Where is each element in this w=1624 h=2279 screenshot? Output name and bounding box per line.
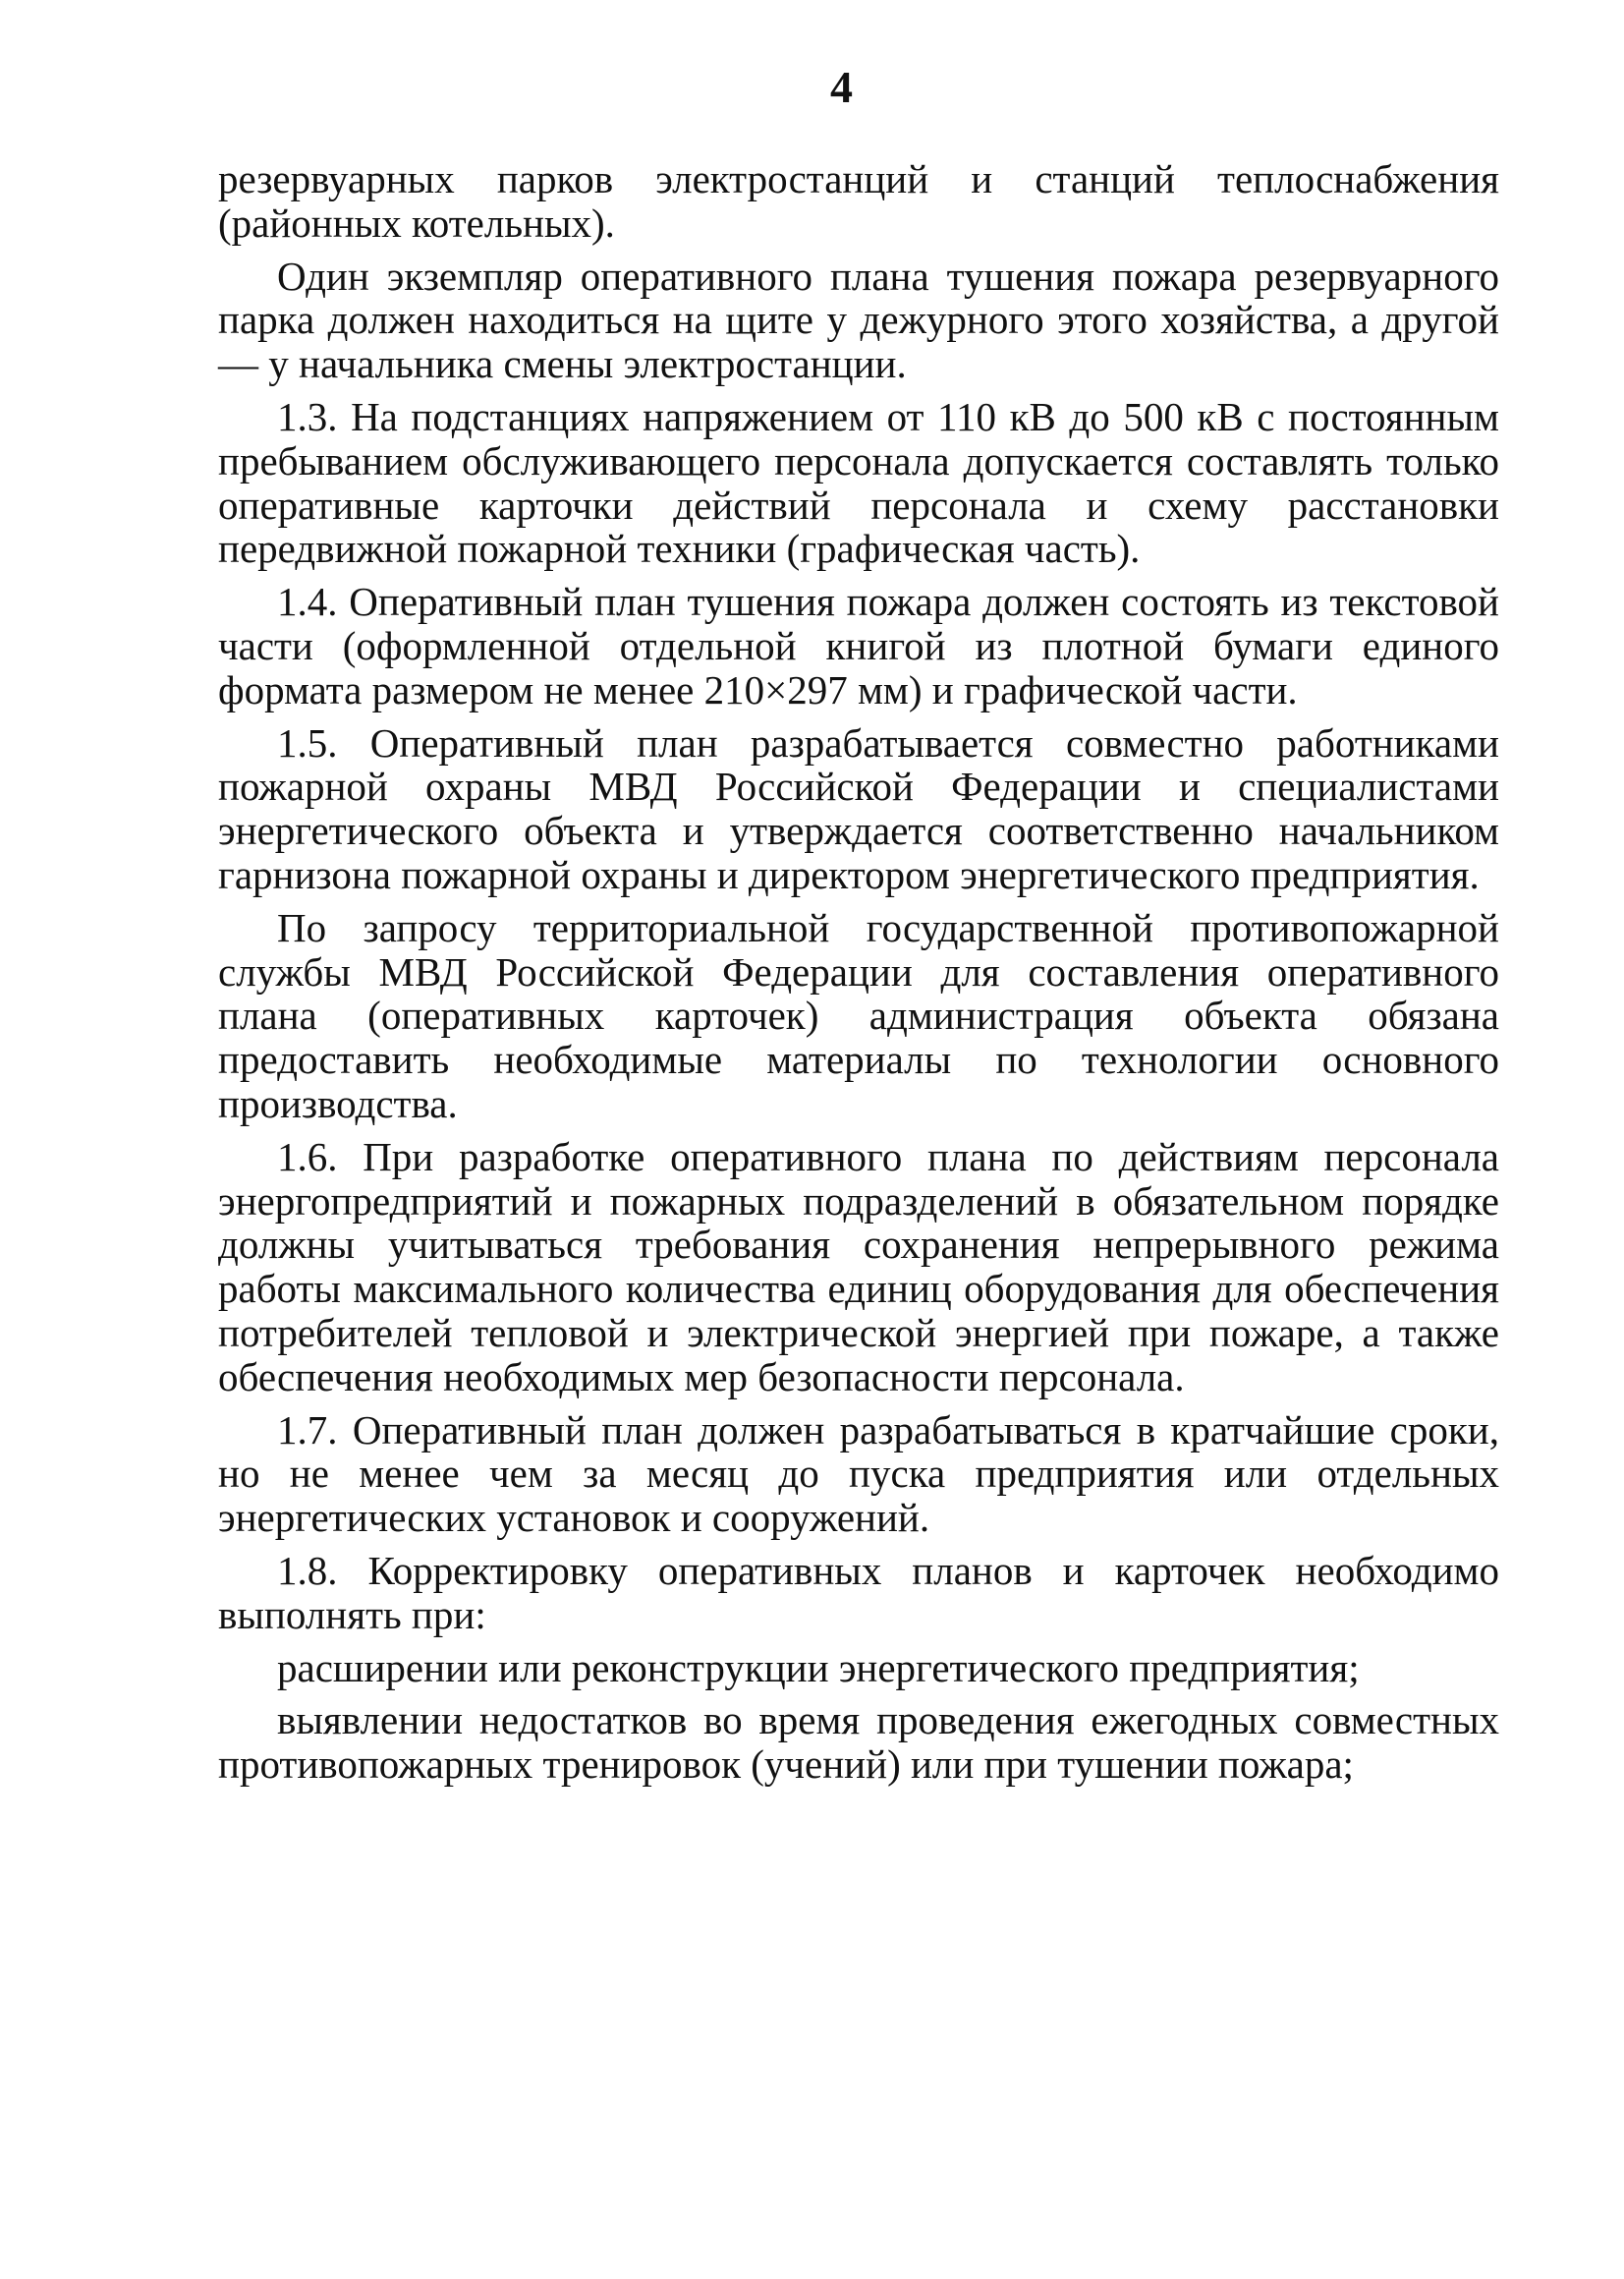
page-number: 4 (830, 62, 853, 112)
paragraph-1-7: 1.7. Оперативный план должен разрабатываться в кратчайшие сроки, но не менее чем за месяц до пуска предприятия или отдельных энергетических установок и сооружений. (218, 1406, 1499, 1541)
paragraph-1-8: 1.8. Корректировку оперативных планов и карточек необходимо выполнять при: (218, 1547, 1499, 1637)
page-body (218, 157, 1499, 1795)
paragraph-request: По запросу территориальной государственной противопожарной службы МВД Российской Федерации для составления оперативного плана (оперативных карточек) администрация объекта обязана предоставить необходимые материалы по технологии основного производства. (218, 904, 1499, 1126)
paragraph-reservoir-parks: резервуарных парков электростанций и станций теплоснабжения (районных котельных). (218, 156, 1499, 246)
list-item-deficiencies: выявлении недостатков во время проведения ежегодных совместных противопожарных тренировок (учений) или при тушении пожара; (218, 1697, 1499, 1788)
paragraph-1-3: 1.3. На подстанциях напряжением от 110 кВ до 500 кВ с постоянным пребыванием обслуживающего персонала допускается составлять только оперативные карточки действий персонала и схему расстановки передвижной пожарной техники (графическая часть). (218, 393, 1499, 572)
paragraph-1-4: 1.4. Оперативный план тушения пожара должен состоять из текстовой части (оформленной отдельной книгой из плотной бумаги единого формата размером не менее 210×297 мм) и графической части. (218, 579, 1499, 712)
list-item-expansion: расширении или реконструкции энергетического предприятия; (277, 1644, 1360, 1690)
paragraph-plan-copies: Один экземпляр оперативного плана тушения пожара резервуарного парка должен находиться на щите у дежурного этого хозяйства, а другой — у начальника смены электростанции. (218, 253, 1499, 387)
paragraph-1-6: 1.6. При разработке оперативного плана по действиям персонала энергопредприятий и пожарных подразделений в обязательном порядке должны учитываться требования сохранения непрерывного режима работы максимального количества единиц оборудования для обеспечения потребителей тепловой и электрической энергией при пожаре, а также обеспечения необходимых мер безопасности персонала. (218, 1133, 1499, 1399)
paragraph-1-5: 1.5. Оперативный план разрабатывается совместно работниками пожарной охраны МВД Российской Федерации и специалистами энергетического объекта и утверждается соответственно начальником гарнизона пожарной охраны и директором энергетического предприятия. (218, 719, 1499, 897)
